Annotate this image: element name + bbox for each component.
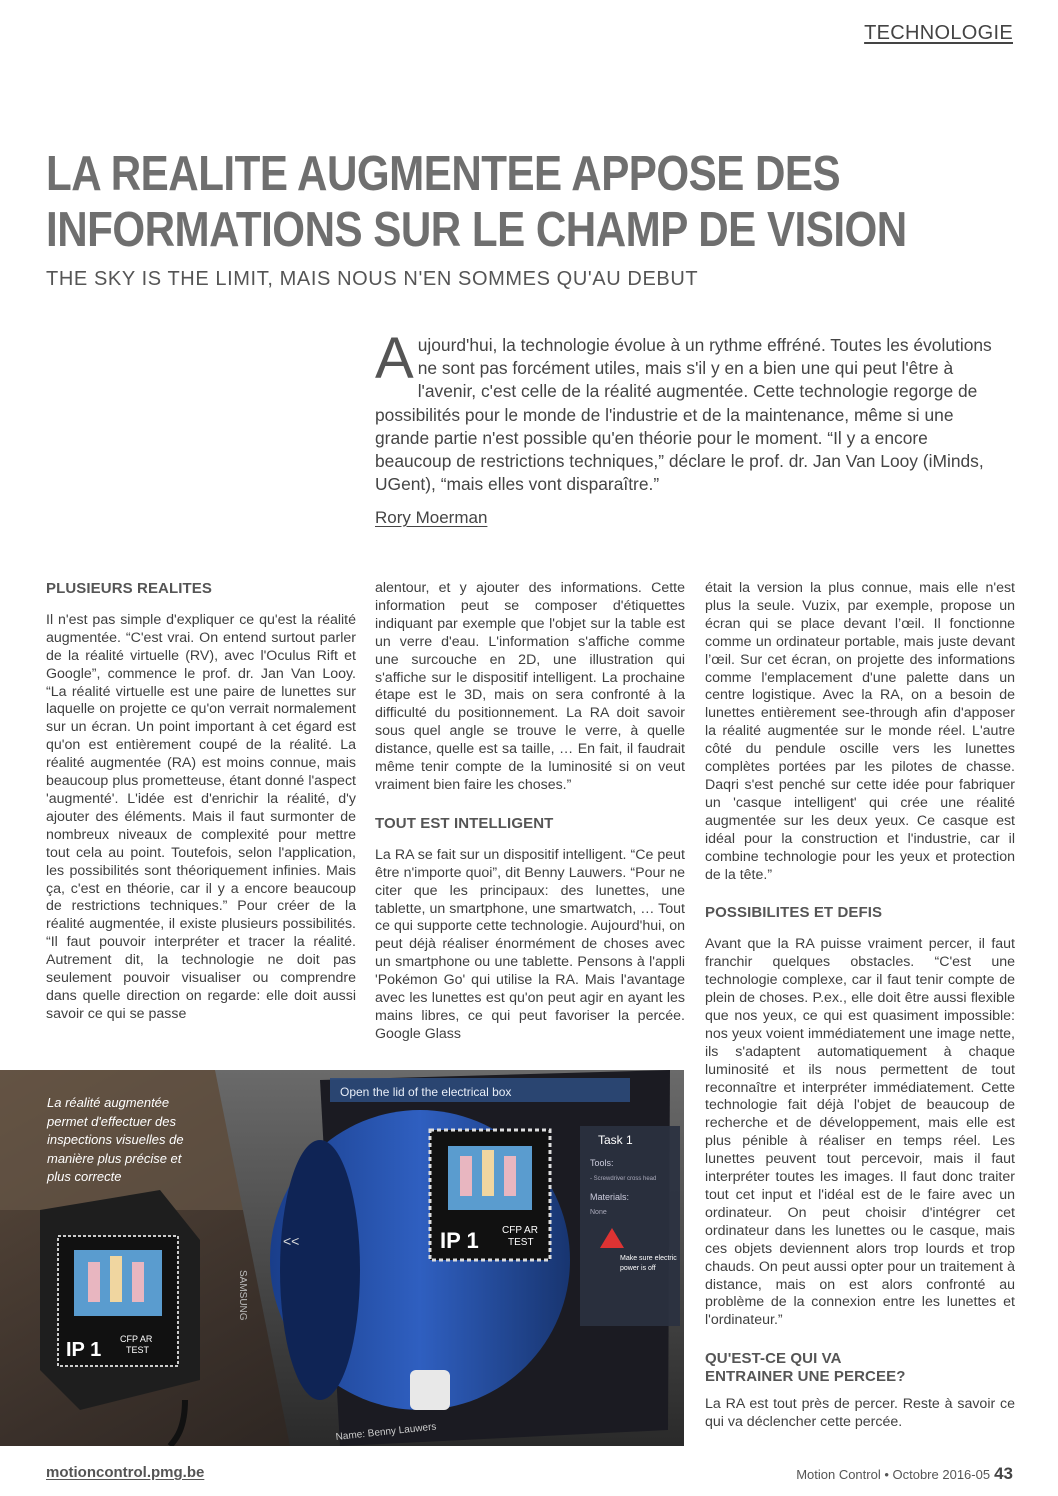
section-tag: TECHNOLOGIE <box>864 22 1013 44</box>
column-2-text-1: alentour, et y ajouter des informations. Cette information peut se composer d'étiquettes indiquant par exemple que l'objet sur la table est un verre d'eau. L'information s'affiche comme une surcouche en 2D, une illustration qui s'affiche sur le dispositif intelligent. La prochaine étape est le 3D, mais on sera confronté à la difficulté du positionnement. La RA doit savoir sous quel angle se trouve le verre, à quelle distance, quelle est sa taille, … En fait, il faudrait même tenir compte de la luminosité si on veut vraiment bien faire les choses.” <box>375 580 685 793</box>
heading-percee-line-2: ENTRAINER UNE PERCEE? <box>705 1368 906 1386</box>
heading-percee-line-1: QU'EST-CE QUI VA <box>705 1350 842 1368</box>
marker-small-tag-1: CFP AR <box>120 1334 153 1344</box>
warning-text-2: power is off <box>620 1265 656 1272</box>
column-3-text-3: La RA est tout près de percer. Reste à savoir ce qui va déclencher cette percée. <box>705 1396 1015 1430</box>
ar-inspection-photo <box>0 1070 684 1446</box>
task-panel <box>580 1126 680 1326</box>
small-marker-figure-1 <box>88 1262 100 1302</box>
headline-line-2: INFORMATIONS SUR LE CHAMP DE VISION <box>46 203 907 257</box>
marker-figure-1 <box>460 1156 472 1196</box>
heading-tout-est-intelligent: TOUT EST INTELLIGENT <box>375 814 554 832</box>
intro-dropcap: A <box>375 326 414 391</box>
marker-figure-2 <box>482 1150 494 1196</box>
column-3-text-2: Avant que la RA puisse vraiment percer, il faut franchir quelques obstacles. “C'est une technologie complexe, car il faut tenir compte de plein de choses. P.ex., elle doit être aussi flexible que nos yeux, ce qui est quasiment impossible: nos yeux voient immédiatement une image nette, ils s'adaptent automatiquement à chaque luminosité et ils nous permettent de tout reconnaître et interpréter immédiatement. Cette technologie fait déjà l'objet de beaucoup de recherche et de développement, mais elle est plus pénible à réaliser en temps réel. Les lunettes peuvent tout percevoir, mais il faut interpréter toutes les images. Il faut donc traiter tout cet input et l'idéal est de le faire avec un ordinateur. On peut choisir d'intégrer cet ordinateur dans les lunettes ou le casque, mais ces objets deviennent alors trop lourds et trop chauds. On peut aussi opter pour un traitement à distance, mais on est alors confronté au problème de la connexion entre les lunettes et l'ordinateur.” <box>705 936 1015 1329</box>
marker-main-tag-1: CFP AR <box>502 1225 538 1236</box>
footer-website-link[interactable]: motioncontrol.pmg.be <box>46 1464 205 1481</box>
article-column-2 <box>375 580 685 1044</box>
intro-text: ujourd'hui, la technologie évolue à un rythme effréné. Toutes les évolutions ne sont pas forcément utiles, mais s'il y en a bien une qui peut l'être à l'avenir, c'est celle de la réalité augmentée. Cette technologie regorge de possibilités pour le monde de l'industrie et de la maintenance, même si une grande partie n'est possible qu'en théorie pour le moment. “Il y a encore beaucoup de restrictions techniques,” déclare le prof. dr. Jan Van Looy (iMinds, UGent), “mais elles vont disparaître.” <box>375 335 992 495</box>
tools-item: - Screwdriver cross head <box>590 1176 657 1182</box>
materials-item: None <box>590 1209 607 1216</box>
footer-info <box>796 1464 1013 1484</box>
small-marker-figure-3 <box>132 1262 144 1302</box>
article-column-3 <box>705 580 1015 1432</box>
marker-main-id: IP 1 <box>440 1228 479 1253</box>
warning-text-1: Make sure electric <box>620 1255 677 1262</box>
footer-publication: Motion Control • Octobre 2016-05 <box>796 1467 991 1482</box>
small-marker-figure-2 <box>110 1256 122 1302</box>
author-link[interactable]: Rory Moerman <box>375 508 488 527</box>
heading-percee <box>705 1350 1015 1386</box>
intro-paragraph <box>375 326 1005 496</box>
article-column-1 <box>46 580 356 1024</box>
subheadline: THE SKY IS THE LIMIT, MAIS NOUS N'EN SOMMES QU'AU DEBUT <box>46 268 699 290</box>
marker-small-id: IP 1 <box>66 1339 102 1361</box>
column-2-text-2: La RA se fait sur un dispositif intelligent. “Ce peut être n'importe quoi”, dit Benny Lauwers. “Pour ne citer que les principaux: des lunettes, une tablette, un smartphone, une smartwatch, … Tout ce qui supporte cette technologie. Aujourd'hui, on peut déjà réaliser énormément de choses avec un smartphone ou une tablette. Pensons à l'appli 'Pokémon Go' qui utilise la RA. Mais l'avantage avec les lunettes est qu'on peut agir en ayant les mains libres, ce qui peut favoriser la percée. Google Glass <box>375 846 685 1042</box>
nav-back-icon: << <box>283 1233 300 1249</box>
headline-line-1: LA REALITE AUGMENTEE APPOSE DES <box>46 147 841 201</box>
page-number: 43 <box>994 1464 1013 1483</box>
name-label: Name: Benny Lauwers <box>335 1421 437 1443</box>
tools-label: Tools: <box>590 1158 614 1168</box>
photo-caption: La réalité augmentée permet d'effectuer des inspections visuelles de manière plus précise et plus correcte <box>47 1095 184 1184</box>
task-title: Task 1 <box>598 1133 633 1147</box>
materials-label: Materials: <box>590 1192 630 1202</box>
tablet-brand: SAMSUNG <box>237 1270 248 1321</box>
marker-figure-3 <box>504 1156 516 1196</box>
motor-knob <box>410 1370 450 1410</box>
heading-possibilites-et-defis: POSSIBILITES ET DEFIS <box>705 904 883 922</box>
motor-rim <box>280 1140 360 1400</box>
column-1-text: Il n'est pas simple d'expliquer ce qu'est la réalité augmentée. “C'est vrai. On entend surtout parler de la réalité virtuelle (RV), avec l'Oculus Rift et Google”, commence le prof. dr. Jan Van Looy. “La réalité virtuelle est une paire de lunettes sur laquelle on projette ce qu'on verrait normalement sur un écran. Un point important à cet égard est qu'on est entièrement coupé de la réalité. La réalité augmentée (RA) est moins connue, mais beaucoup plus prometteuse, étant donné l'aspect 'augmenté'. L'idée est d'enrichir la réalité, d'y ajouter des éléments. Mais il faut surmonter de nombreux niveaux de complexité pour mettre tout cela au point. Toutefois, selon l'application, les possibilités sont théoriquement infinies. Mais ça, c'est en théorie, car il y a encore beaucoup de restrictions techniques.” Pour créer de la réalité augmentée, il existe plusieurs possibilités. “Il faut pouvoir interpréter et tracer la réalité. Autrement dit, la technologie ne doit pas seulement pouvoir visualiser ou comprendre dans quelle direction on regarde: elle doit aussi savoir ce qui se passe <box>46 611 356 1022</box>
marker-main-tag-2: TEST <box>508 1237 534 1248</box>
heading-plusieurs-realites: PLUSIEURS REALITES <box>46 580 212 597</box>
headline <box>46 146 1026 258</box>
column-3-text-1: était la version la plus connue, mais elle n'est plus la seule. Vuzix, par exemple, propose un écran qui se place devant l’œil. Il fonctionne comme un ordinateur portable, mais juste devant l’œil. Sur cet écran, on projette des informations comme l'emplacement d'une palette dans un centre logistique. Avec la RA, on a besoin de lunettes entièrement see-through afin d'apposer la réalité augmentée sur le monde réel. L'autre côté du pendule oscille vers les lunettes complètes portées par les pilotes de chasse. Daqri s'est penché sur cette idée pour fabriquer un 'casque intelligent' qui crée une réalité augmentée sur les deux yeux. Ce casque est idéal pour la construction et l'industrie, car il combine technologie pour les yeux et protection de la tête.” <box>705 580 1015 883</box>
screen-header-text: Open the lid of the electrical box <box>340 1085 512 1099</box>
marker-small-tag-2: TEST <box>126 1345 150 1355</box>
